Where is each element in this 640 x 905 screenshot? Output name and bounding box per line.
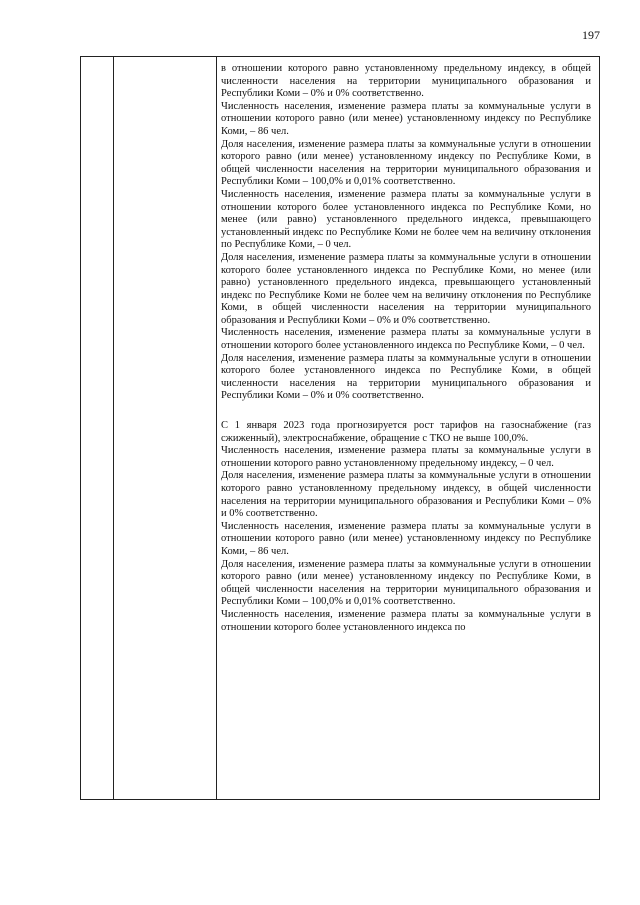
table-column-number [81, 57, 114, 799]
document-table [80, 56, 600, 800]
paragraph: Доля населения, изменение размера платы за коммунальные услуги в отношении которого равно установленному предельному индексу, в общей численности населения на территории муниципального образования и Республики Коми – 0% и 0% соответственно. [221, 470, 591, 520]
paragraph: С 1 января 2023 года прогнозируется рост тарифов на газоснабжение (газ сжиженный), электроснабжение, обращение с ТКО не выше 100,0%. [221, 420, 591, 444]
paragraph: Доля населения, изменение размера платы за коммунальные услуги в отношении которого равно (или менее) установленному индексу по Республике Коми, в общей численности населения на территории муниципального образования и Республики Коми – 100,0% и 0,01% соответственно. [221, 138, 591, 188]
paragraph: Доля населения, изменение размера платы за коммунальные услуги в отношении которого более установленного индекса по Республике Коми, но менее (или равно) установленного предельного индекса, превышающего установленный индекс по Республике Коми не более чем на величину отклонения по Республике Коми, в общей численности населения на территории муниципального образования и Республики Коми – 0% и 0% соответственно. [221, 251, 591, 326]
paragraph: Численность населения, изменение размера платы за коммунальные услуги в отношении которого более установленного индекса по Республике Коми, – 0 чел. [221, 327, 591, 352]
table-column-label [114, 57, 217, 799]
paragraph: в отношении которого равно установленному предельному индексу, в общей численности населения на территории муниципального образования и Республики Коми – 0% и 0% соответственно. [221, 63, 591, 100]
paragraph: Численность населения, изменение размера платы за коммунальные услуги в отношении которого более установленного индекса по Республике Коми, но менее (или равно) установленного предельного индекса, превышающего установленный индекс по Республике Коми не более чем на величину отклонения по Республике Коми, – 0 чел. [221, 188, 591, 251]
paragraph: Численность населения, изменение размера платы за коммунальные услуги в отношении которого более установленного индекса по [221, 608, 591, 633]
paragraph-spacer [221, 403, 591, 420]
table-column-content [217, 57, 599, 799]
paragraph: Численность населения, изменение размера платы за коммунальные услуги в отношении которого равно (или менее) установленному индексу по Республике Коми, – 86 чел. [221, 520, 591, 557]
paragraph: Доля населения, изменение размера платы за коммунальные услуги в отношении которого равно (или менее) установленному индексу по Республике Коми, в общей численности населения на территории муниципального образования и Республики Коми – 100,0% и 0,01% соответственно. [221, 558, 591, 608]
paragraph: Доля населения, изменение размера платы за коммунальные услуги в отношении которого более установленного индекса по Республике Коми, в общей численности населения на территории муниципального образования и Республики Коми – 0% и 0% соответственно. [221, 352, 591, 402]
paragraph: Численность населения, изменение размера платы за коммунальные услуги в отношении которого равно (или менее) установленному индексу по Республике Коми, – 86 чел. [221, 100, 591, 137]
paragraph: Численность населения, изменение размера платы за коммунальные услуги в отношении которого равно установленному предельному индексу, – 0 чел. [221, 445, 591, 469]
page-number: 197 [582, 28, 600, 42]
